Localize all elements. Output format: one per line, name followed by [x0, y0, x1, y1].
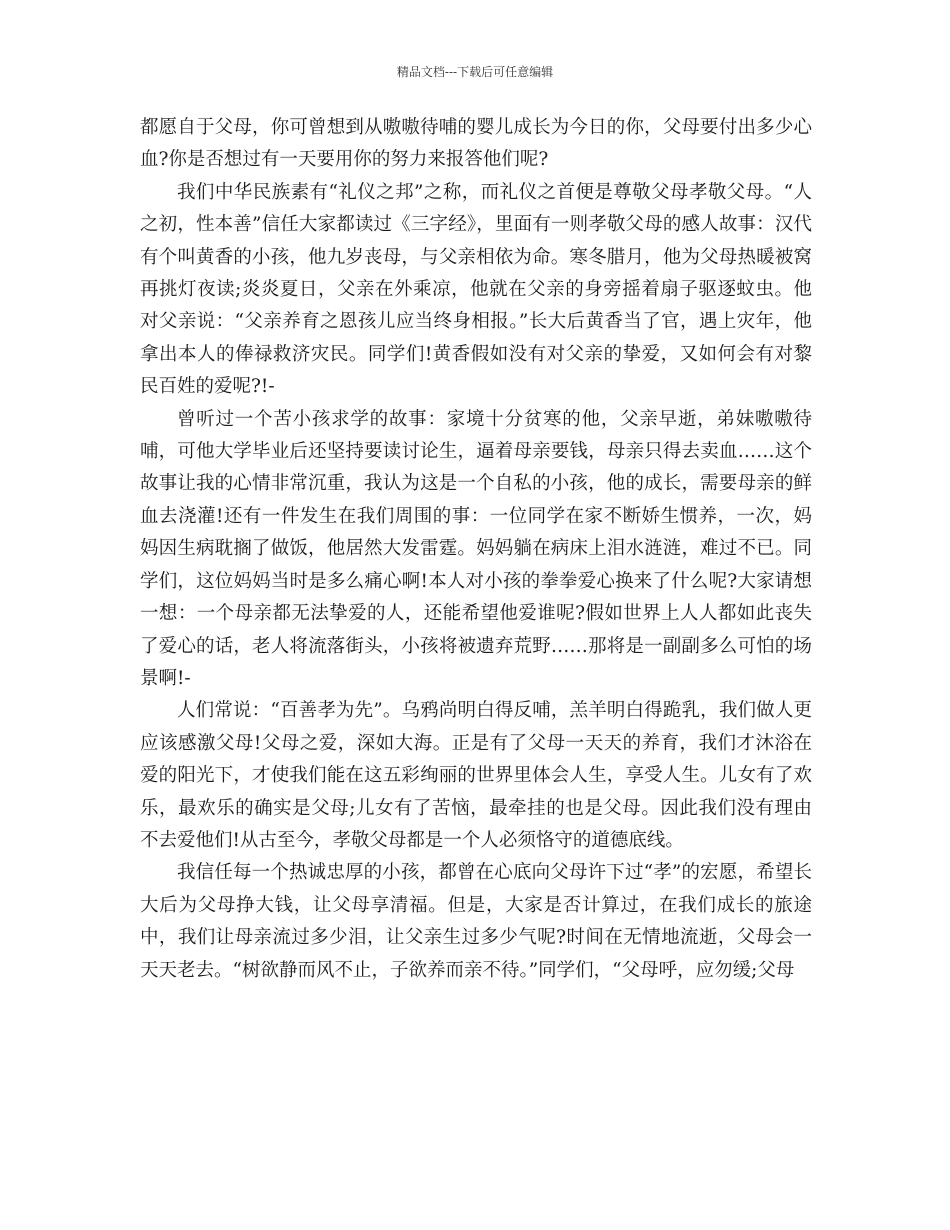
paragraph: 我们中华民族素有“礼仪之邦”之称，而礼仪之首便是尊敬父母孝敬父母。“人之初，性本善”信任大家都读过《三字经》，里面有一则孝敬父母的感人故事：汉代有个叫黄香的小孩，他九岁丧母，与父亲相依为命。寒冬腊月，他为父母热暖被窝再挑灯夜读;炎炎夏日，父亲在外乘凉，他就在父亲的身旁摇着扇子驱逐蚊虫。他对父亲说：“父亲养育之恩孩儿应当终身相报。”长大后黄香当了官，遇上灾年，他拿出本人的俸禄救济灾民。同学们!黄香假如没有对父亲的挚爱，又如何会有对黎民百姓的爱呢?!-: [140, 181, 812, 398]
paragraph: 人们常说：“百善孝为先”。乌鸦尚明白得反哺，羔羊明白得跪乳，我们做人更应该感激父母!父母之爱，深如大海。正是有了父母一天天的养育，我们才沐浴在爱的阳光下，才使我们能在这五彩绚丽的世界里体会人生，享受人生。儿女有了欢乐，最欢乐的确实是父母;儿女有了苦恼，最牵挂的也是父母。因此我们没有理由不去爱他们!从古至今，孝敬父母都是一个人必须恪守的道德底线。: [140, 700, 812, 851]
paragraph: 我信任每一个热诚忠厚的小孩，都曾在心底向父母许下过“孝”的宏愿，希望长大后为父母挣大钱，让父母享清福。但是，大家是否计算过，在我们成长的旅途中，我们让母亲流过多少泪，让父亲生过多少气呢?时间在无情地流逝，父母会一天天老去。“树欲静而风不止，子欲养而亲不待。”同学们，“父母呼，应勿缓;父母: [140, 862, 812, 981]
document-body: [140, 112, 812, 987]
page-header: 精品文档---下载后可任意编辑: [396, 65, 554, 79]
paragraph: 曾听过一个苦小孩求学的故事：家境十分贫寒的他，父亲早逝，弟妹嗷嗷待哺，可他大学毕业后还坚持要读讨论生，逼着母亲要钱，母亲只得去卖血……这个故事让我的心情非常沉重，我认为这是一个自私的小孩，他的成长，需要母亲的鲜血去浇灌!还有一件发生在我们周围的事：一位同学在家不断娇生惯养，一次，妈妈因生病耽搁了做饭，他居然大发雷霆。妈妈躺在病床上泪水涟涟，难过不已。同学们，这位妈妈当时是多么痛心啊!本人对小孩的拳拳爱心换来了什么呢?大家请想一想：一个母亲都无法挚爱的人，还能希望他爱谁呢?假如世界上人人都如此丧失了爱心的话，老人将流落街头，小孩将被遗弃荒野……那将是一副副多么可怕的场景啊!-: [140, 408, 812, 689]
paragraph: 都愿自于父母，你可曾想到从嗷嗷待哺的婴儿成长为今日的你，父母要付出多少心血?你是否想过有一天要用你的努力来报答他们呢?: [140, 117, 812, 171]
